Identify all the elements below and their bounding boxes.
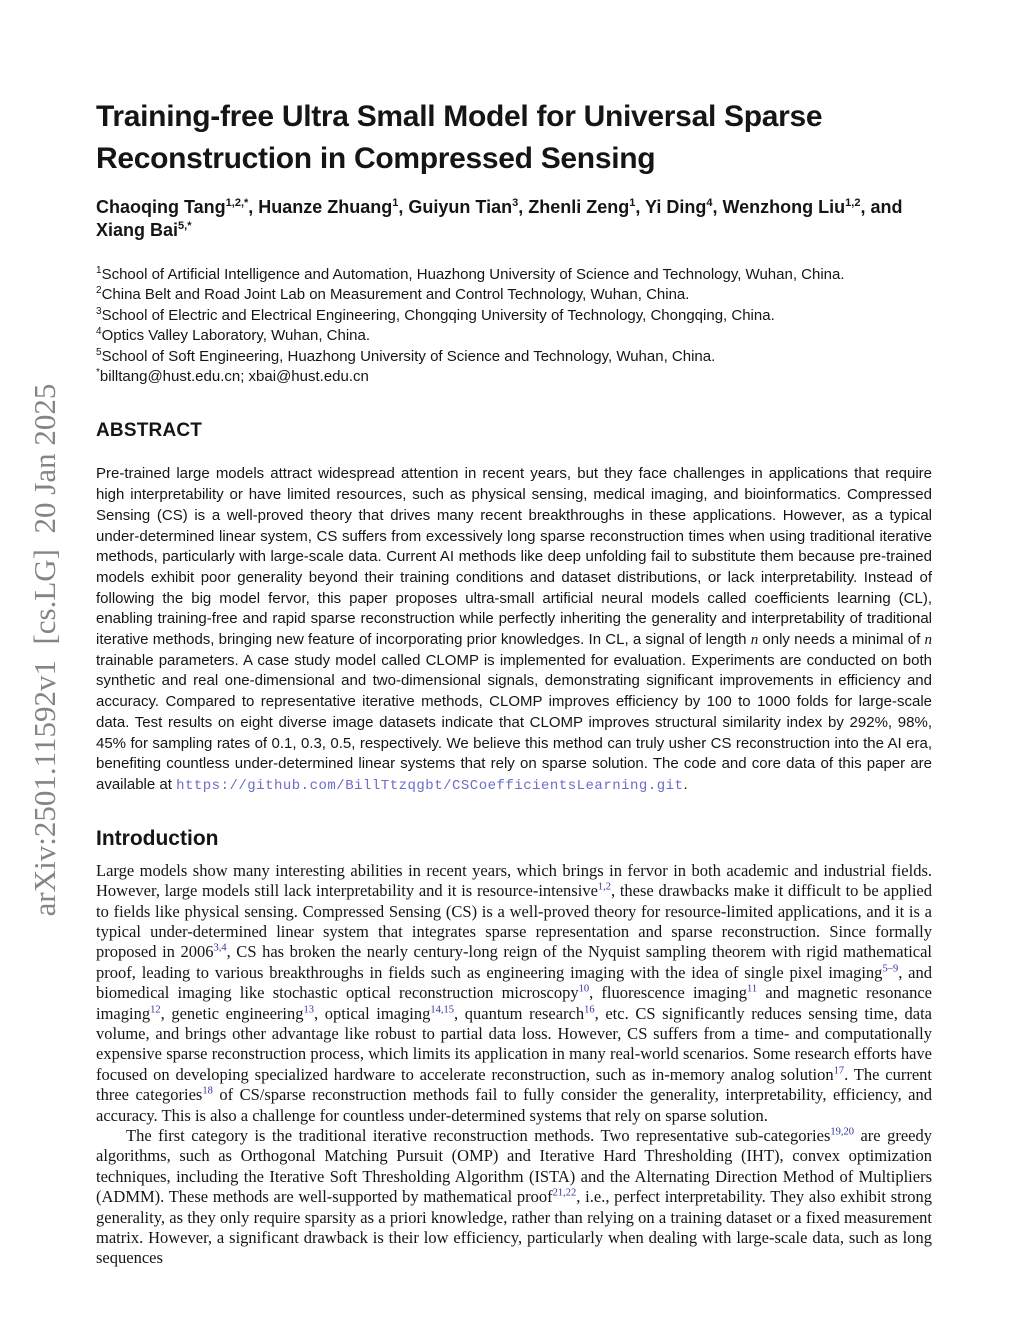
text-run: , genetic engineering [160, 1003, 304, 1023]
text-run: Pre-trained large models attract widespread attention in recent years, but they face challenges in applications that require high interpretability or have limited resources, such as physical sensing, medical imaging, and bioinformatics. Compressed Sensing (CS) is a well-proved theory that drives many recent breakthroughs in these applications. However, as a typical under-determined linear system, CS suffers from excessively long sparse reconstruction times when using traditional iterative methods, particularly with large-scale data. Current AI methods like deep unfolding fail to substitute them because pre-trained models exhibit poor generality beyond their training conditions and dataset distributions, or lack interpretability. Instead of following the big model fervor, this paper proposes ultra-small artificial neural models called coefficients learning (CL), enabling training-free and rapid sparse reconstruction while perfectly inheriting the generality and interpretability of traditional iterative methods, bringing new feature of incorporating prior knowledges. In CL, a signal of length [96, 465, 932, 649]
affiliation-text: School of Soft Engineering, Huazhong University of Science and Technology, Wuhan, China. [101, 347, 716, 365]
affiliation-marker: 4 [96, 326, 102, 338]
text-run: . The current three categories [96, 1064, 933, 1105]
text-run: , these drawbacks make it difficult to be applied to fields like physical sensing. Compressed Sensing (CS) is a well-proved theory for resource-limited applications, and it is a typical under-determined linear system that integrates sparse representation and sparse reconstruction. Since formally proposed in 2006 [96, 881, 932, 962]
affiliation-marker: 3 [96, 305, 102, 317]
abstract-heading: ABSTRACT [96, 420, 203, 442]
affiliation-text: School of Electric and Electrical Engineering, Chongqing University of Technology, Chongqing, China. [101, 306, 775, 324]
text-run: . [683, 775, 688, 793]
text-run: Large models show many interesting abilities in recent years, which brings in fervor in both academic and industrial fields. However, large models still lack interpretability and it is resource-intensive [96, 860, 932, 901]
text-run: of CS/sparse reconstruction methods fail to fully consider the generality, interpretability, efficiency, and accuracy. This is also a challenge for countless under-determined systems that rely on sparse solution. [96, 1085, 933, 1125]
text-run: Chaoqing Tang [96, 197, 226, 217]
math-variable: n [750, 632, 759, 649]
affiliation-list [96, 265, 932, 387]
author-affiliation-ref: 1 [392, 197, 399, 209]
paper-content [96, 0, 932, 1269]
text-run: , CS has broken the nearly century-long reign of the Nyquist sampling theorem with rigid mathematical proof, leading to various breakthroughs in fields such as engineering imaging with the idea of single pixel imaging [96, 942, 933, 982]
affiliation-marker: * [96, 367, 100, 379]
affiliation-line [96, 265, 932, 285]
introduction-paragraph-1 [96, 861, 932, 1126]
affiliation-line [96, 367, 932, 387]
introduction-heading: Introduction [96, 826, 219, 850]
text-run: , etc. CS significantly reduces sensing time, data volume, and brings other advantage like robust to partial data loss. However, CS suffers from a time- and computationally expensive sparse reconstruction process, which limits its application in many real-world scenarios. Some research efforts have focused on developing specialized hardware to accelerate reconstruction, such as in-memory analog solution [96, 1003, 932, 1084]
text-run: , Huanze Zhuang [248, 197, 393, 217]
citation-ref[interactable]: 16 [584, 1004, 595, 1016]
text-run: , Guiyun Tian [398, 197, 513, 217]
citation-ref[interactable]: 21,22 [552, 1187, 577, 1199]
affiliation-marker: 2 [96, 285, 102, 297]
author-affiliation-ref: 5,* [178, 220, 192, 232]
affiliation-text: China Belt and Road Joint Lab on Measurement and Control Technology, Wuhan, China. [101, 286, 690, 304]
text-run: are greedy algorithms, such as Orthogonal Matching Pursuit (OMP) and Iterative Hard Thresholding (IHT), convex optimization techniques, including the Iterative Soft Thresholding Algorithm (ISTA) and the Alternating Direction Method of Multipliers (ADMM). These methods are well-supported by mathematical proof [96, 1125, 932, 1207]
affiliation-line [96, 347, 932, 367]
author-list [96, 196, 932, 242]
text-run: , and biomedical imaging like stochastic optical reconstruction microscopy [96, 962, 932, 1003]
author-affiliation-ref: 4 [706, 197, 713, 209]
citation-ref[interactable]: 11 [747, 983, 758, 995]
text-run: , quantum research [454, 1003, 585, 1023]
author-affiliation-ref: 3 [512, 197, 519, 209]
text-run: , Zhenli Zeng [518, 197, 630, 217]
text-run: , i.e., perfect interpretability. They also exhibit strong generality, as they only require sparsity as a priori knowledge, rather than relying on a training dataset or a fixed measurement matrix. However, a significant drawback is their low efficiency, particularly when dealing with large-scale data, such as long sequences [96, 1187, 932, 1268]
affiliation-text: Optics Valley Laboratory, Wuhan, China. [101, 327, 371, 345]
affiliation-marker: 1 [96, 265, 102, 276]
paper-title: Training-free Ultra Small Model for Universal Sparse Reconstruction in Compressed Sensing [96, 100, 823, 175]
citation-ref[interactable]: 14,15 [430, 1004, 454, 1016]
citation-ref[interactable]: 5–9 [882, 963, 899, 975]
affiliation-text: School of Artificial Intelligence and Automation, Huazhong University of Science and Technology, Wuhan, China. [101, 266, 845, 283]
author-affiliation-ref: 1 [629, 197, 636, 209]
abstract-paragraph [96, 464, 932, 796]
math-variable: n [924, 632, 932, 649]
citation-ref[interactable]: 19,20 [830, 1126, 854, 1138]
introduction-paragraph-2 [96, 1126, 932, 1269]
arxiv-watermark: arXiv:2501.11592v1 [cs.LG] 20 Jan 2025 [27, 383, 62, 917]
citation-ref[interactable]: 1,2 [597, 881, 612, 893]
text-run: , optical imaging [314, 1003, 431, 1023]
text-run: only needs a minimal of [758, 631, 925, 649]
text-run: , Wenzhong Liu [712, 197, 846, 217]
affiliation-line [96, 326, 932, 346]
text-run: trainable parameters. A case study model called CLOMP is implemented for evaluation. Experiments are conducted on both synthetic and real one-dimensional and two-dimensional signals, demonstrating significant improvements in efficiency and accuracy. Compared to representative iterative methods, CLOMP improves efficiency by 100 to 1000 folds for large-scale data. Test results on eight diverse image datasets indicate that CLOMP improves structural similarity index by 292%, 98%, 45% for sampling rates of 0.1, 0.3, 0.5, respectively. We believe this method can truly usher CS reconstruction into the AI era, benefiting countless under-determined linear systems that rely on sparse solution. The code and core data of this paper are available at [96, 651, 932, 793]
code-repository-link[interactable]: https://github.com/BillTtzqgbt/CSCoefficientsLearning.git [176, 777, 684, 794]
citation-ref[interactable]: 13 [303, 1004, 314, 1016]
affiliation-text: billtang@hust.edu.cn; xbai@hust.edu.cn [99, 368, 369, 386]
affiliation-marker: 5 [96, 346, 102, 358]
text-run: and magnetic resonance imaging [96, 983, 932, 1023]
text-run: The first category is the traditional iterative reconstruction methods. Two representative sub-categories [126, 1125, 831, 1145]
citation-ref[interactable]: 12 [150, 1004, 161, 1016]
citation-ref[interactable]: 3,4 [213, 942, 227, 954]
author-affiliation-ref: 1,2 [845, 197, 861, 209]
text-run: , fluorescence imaging [589, 983, 748, 1003]
citation-ref[interactable]: 17 [833, 1065, 845, 1077]
affiliation-line [96, 285, 932, 305]
author-affiliation-ref: 1,2,* [225, 197, 249, 209]
affiliation-line [96, 306, 932, 326]
citation-ref[interactable]: 10 [578, 983, 590, 995]
citation-ref[interactable]: 18 [202, 1085, 213, 1097]
text-run: , and Xiang Bai [96, 197, 903, 240]
text-run: , Yi Ding [635, 197, 707, 217]
